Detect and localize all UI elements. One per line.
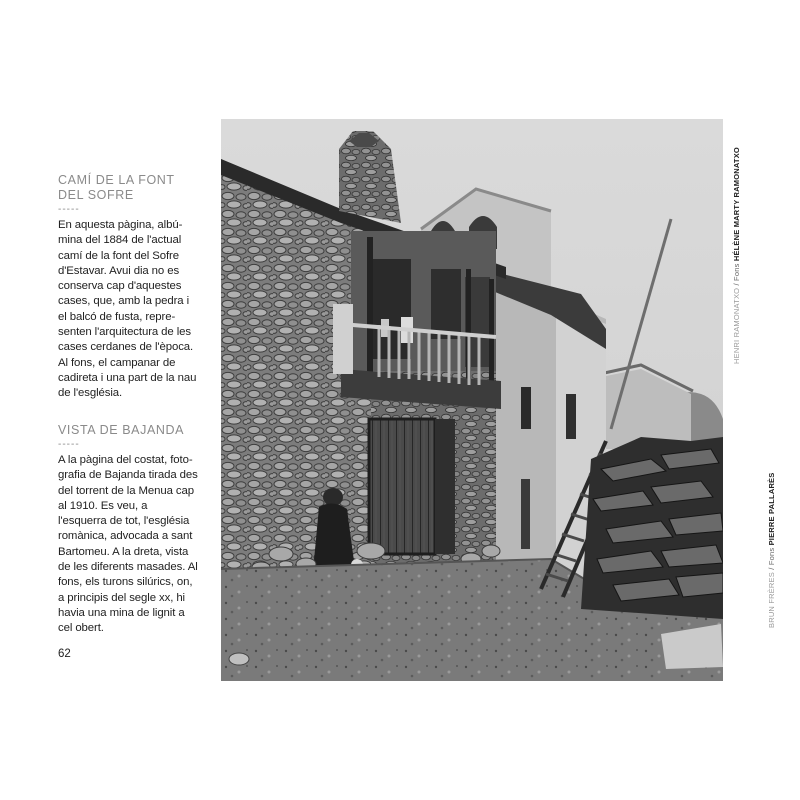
caption-title xyxy=(58,173,198,203)
caption-separator: ----- xyxy=(58,439,80,450)
side-photo-credit xyxy=(767,473,776,628)
historic-photograph xyxy=(221,119,723,681)
caption-separator: ----- xyxy=(58,204,80,215)
credit-slash: / xyxy=(767,565,776,573)
fons-label: Fons xyxy=(732,261,741,281)
caption-cami-font-sofre xyxy=(58,173,198,402)
photographer-name: BRUN FRÈRES xyxy=(767,572,776,628)
photo-credit xyxy=(732,147,741,364)
fons-name: PIERRE PALLARÈS xyxy=(767,472,776,546)
caption-title: VISTA DE BAJANDA xyxy=(58,423,185,437)
caption-vista-bajanda xyxy=(58,423,198,637)
photographer-name: HENRI RAMONATXO xyxy=(732,287,741,364)
fons-name: HÉLÈNE MARTY RAMONATXO xyxy=(732,147,741,262)
caption-title-line-2: DEL SOFRE xyxy=(58,188,134,202)
fons-label: Fons xyxy=(767,545,776,566)
caption-body: A la pàgina del costat, fotografia de Bajanda tirada des del torrent de la Menua cap al 1910. Es veu, a l'esquerra de tot, l'església romànica, advocada a sant Bartomeu. A la dreta, vista de les diferents masades. Al fons, els turons silúrics, on, a principis del segle xx, hi havia una mina de lignit a cel obert. xyxy=(58,454,198,635)
page-number: 62 xyxy=(58,648,71,660)
caption-body: En aquesta pàgina, albúmina del 1884 de l'actual camí de la font del Sofre d'Estavar. Avui dia no es conserva cap d'aquestes cases, que, amb la pedra i el balcó de fusta, representen l'arquitectura de les cases cerdanes de l'època. Al fons, el campanar de cadireta i una part de la nau de l'església. xyxy=(58,219,197,400)
caption-title-line-1: CAMÍ DE LA FONT xyxy=(58,173,175,187)
credit-slash: / xyxy=(732,280,741,288)
